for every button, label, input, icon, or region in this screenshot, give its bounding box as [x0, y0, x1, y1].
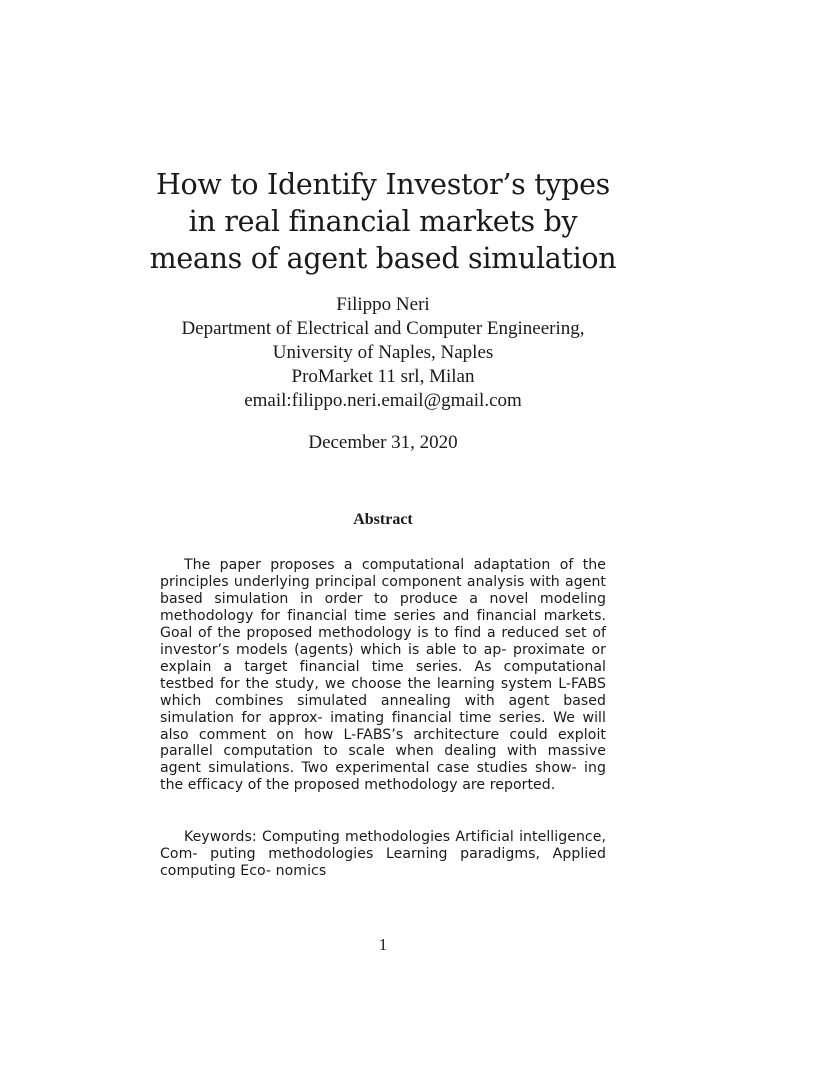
keywords: Keywords: Computing methodologies Artificial intelligence, Com- puting methodologies Learning paradigms, Applied computing Eco- nomics: [160, 829, 606, 879]
author-university: University of Naples, Naples: [272, 342, 494, 363]
author-block: [100, 293, 666, 413]
paper-title-line-1: How to Identify Investor’s types: [155, 168, 610, 201]
paper-title-line-3: means of agent based simulation: [149, 242, 617, 275]
abstract-body: The paper proposes a computational adaptation of the principles underlying principal component analysis with agent based simulation in order to produce a novel modeling methodology for financial time series and financial markets. Goal of the proposed methodology is to find a reduced set of investor’s models (agents) which is able to ap- proximate or explain a target financial time series. As computational testbed for the study, we choose the learning system L-FABS which combines simulated annealing with agent based simulation for approx- imating financial time series. We will also comment on how L-FABS’s architecture could exploit parallel computation to scale when dealing with massive agent simulations. Two experimental case studies show- ing the efficacy of the proposed methodology are reported.: [160, 557, 606, 794]
author-name: Filippo Neri: [336, 294, 430, 315]
paper-date: December 31, 2020: [308, 432, 458, 453]
paper-title: [100, 166, 666, 277]
author-email: email:filippo.neri.email@gmail.com: [244, 390, 522, 411]
abstract-heading: Abstract: [353, 511, 413, 528]
paper-title-line-2: in real financial markets by: [188, 205, 578, 238]
page-number: 1: [378, 935, 388, 954]
author-department: Department of Electrical and Computer Engineering,: [181, 318, 585, 339]
author-company: ProMarket 11 srl, Milan: [291, 366, 475, 387]
